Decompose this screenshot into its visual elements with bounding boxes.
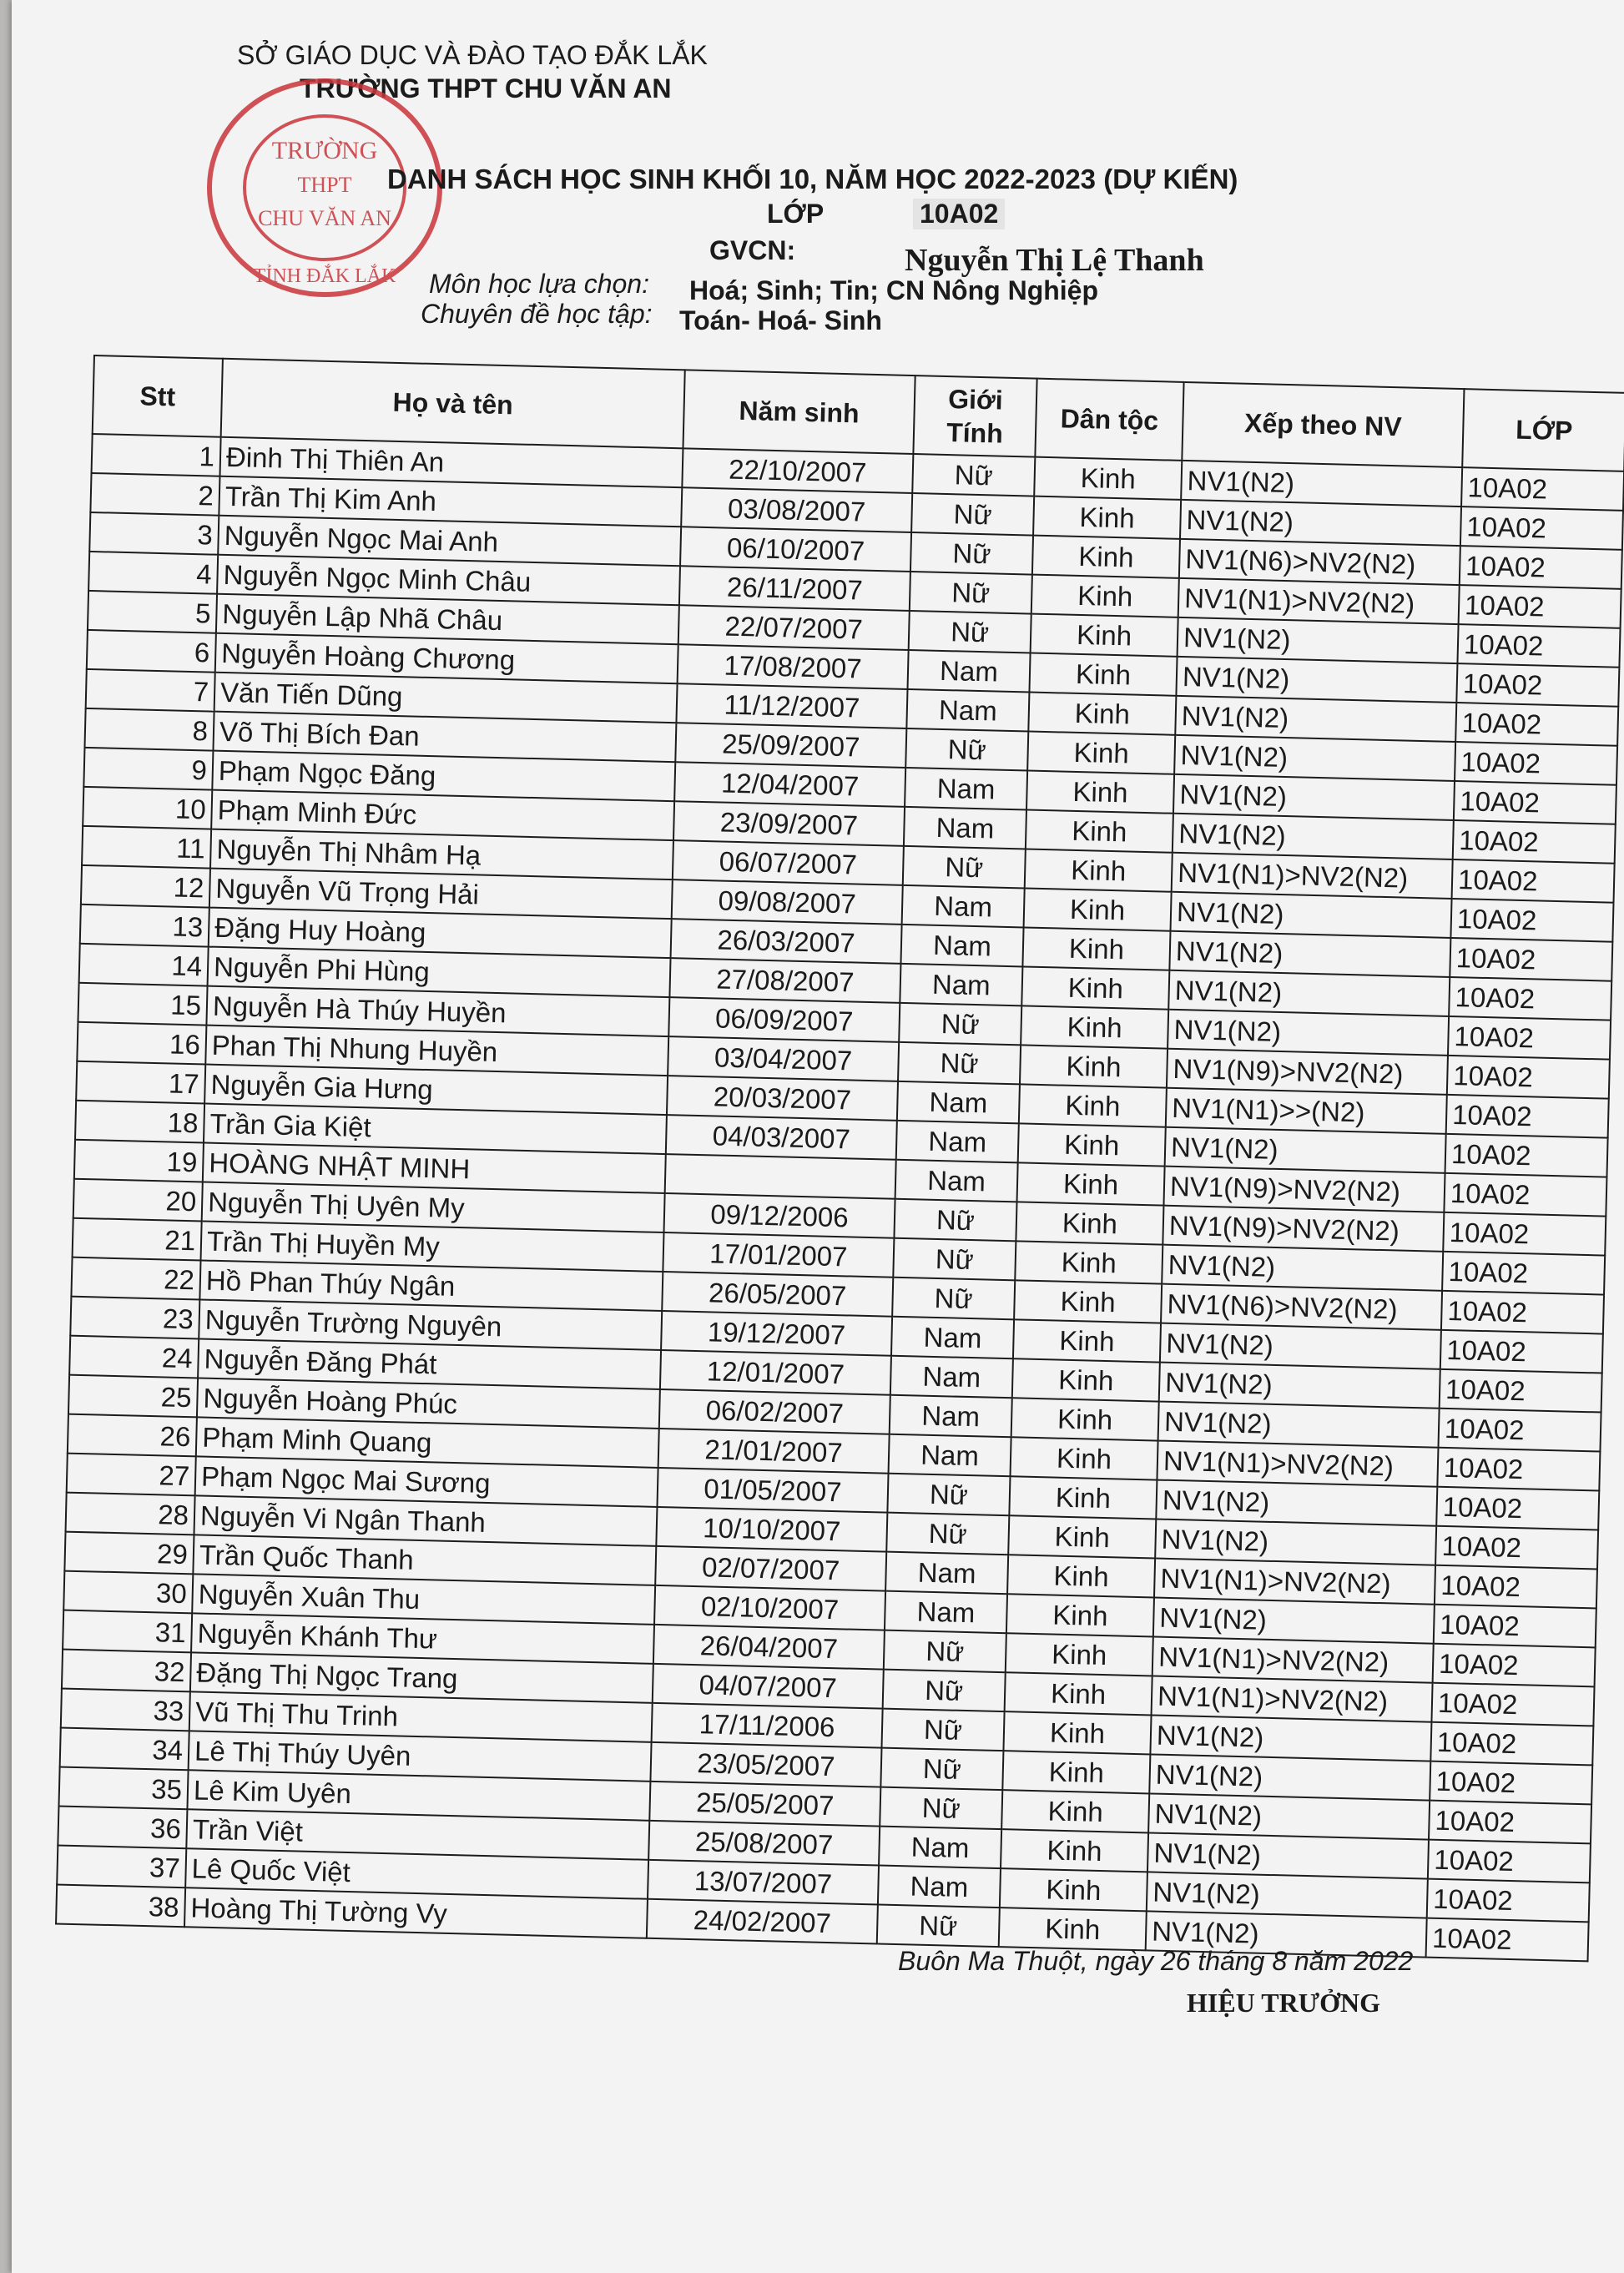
cell-dob: 11/12/2007 <box>676 683 907 728</box>
cell-stt: 2 <box>90 473 219 516</box>
cell-ethnicity: Kinh <box>1019 1084 1167 1126</box>
cell-gender: Nữ <box>910 572 1032 614</box>
cell-gender: Nam <box>878 1866 1001 1908</box>
cell-preference: NV1(N2) <box>1147 1832 1429 1878</box>
cell-preference: NV1(N2) <box>1168 970 1450 1016</box>
cell-ethnicity: Kinh <box>1003 1711 1151 1754</box>
cell-name: Nguyễn Ngọc Minh Châu <box>217 555 680 606</box>
cell-stt: 36 <box>58 1807 187 1849</box>
cell-preference: NV1(N1)>NV2(N2) <box>1152 1676 1433 1721</box>
cell-dob: 04/07/2007 <box>653 1664 884 1709</box>
cell-name: Hồ Phan Thúy Ngân <box>199 1260 663 1311</box>
cell-preference: NV1(N2) <box>1178 617 1459 663</box>
cell-stt: 12 <box>81 865 210 908</box>
cell-preference: NV1(N2) <box>1169 931 1450 977</box>
cell-dob: 06/10/2007 <box>680 527 911 572</box>
cell-class: 10A02 <box>1460 546 1622 589</box>
cell-gender: Nam <box>889 1434 1011 1477</box>
cell-class: 10A02 <box>1428 1840 1591 1883</box>
cell-class: 10A02 <box>1437 1448 1600 1491</box>
gvcn-value: Nguyễn Thị Lệ Thanh <box>905 243 1204 278</box>
cell-stt: 5 <box>88 591 217 633</box>
cell-gender: Nữ <box>899 1003 1021 1046</box>
cell-ethnicity: Kinh <box>1020 1045 1168 1087</box>
cell-gender: Nam <box>885 1591 1007 1634</box>
cell-ethnicity: Kinh <box>1033 496 1181 539</box>
cell-stt: 10 <box>83 787 212 829</box>
cell-ethnicity: Kinh <box>1024 888 1172 930</box>
cell-dob: 22/07/2007 <box>678 605 910 650</box>
cell-stt: 33 <box>61 1689 190 1731</box>
cell-dob: 02/10/2007 <box>654 1585 885 1630</box>
cell-ethnicity: Kinh <box>999 1908 1147 1950</box>
subjects-label: Môn học lựa chọn: <box>429 269 649 299</box>
cell-ethnicity: Kinh <box>1002 1751 1150 1793</box>
col-header-name: Họ và tên <box>221 359 685 449</box>
cell-name: Hoàng Thị Tường Vy <box>184 1887 648 1938</box>
cell-dob: 03/08/2007 <box>681 487 912 532</box>
cell-name: Trần Thị Huyền My <box>201 1221 664 1272</box>
cell-preference: NV1(N1)>NV2(N2) <box>1157 1441 1438 1487</box>
cell-class: 10A02 <box>1445 1134 1608 1177</box>
cell-ethnicity: Kinh <box>1021 966 1169 1009</box>
col-header-stt: Stt <box>93 355 223 437</box>
cell-name: Nguyễn Khánh Thư <box>191 1613 654 1664</box>
cell-class: 10A02 <box>1448 1016 1611 1060</box>
cell-class: 10A02 <box>1435 1526 1598 1570</box>
class-label: LỚP <box>767 199 825 229</box>
cell-dob: 03/04/2007 <box>668 1036 899 1081</box>
cell-name: Trần Thị Kim Anh <box>219 476 682 527</box>
cell-ethnicity: Kinh <box>1001 1790 1149 1832</box>
cell-name: Văn Tiến Dũng <box>214 673 678 723</box>
cell-stt: 34 <box>60 1728 189 1771</box>
cell-name: Nguyễn Gia Hưng <box>204 1065 668 1116</box>
cell-name: Vũ Thị Thu Trinh <box>189 1691 653 1742</box>
cell-dob: 21/01/2007 <box>658 1429 890 1474</box>
cell-dob: 13/07/2007 <box>648 1860 879 1905</box>
cell-ethnicity: Kinh <box>1025 849 1173 891</box>
cell-stt: 24 <box>69 1336 199 1378</box>
cell-preference: NV1(N2) <box>1175 696 1456 742</box>
cell-preference: NV1(N2) <box>1155 1520 1436 1565</box>
cell-stt: 37 <box>57 1845 186 1887</box>
roster-body <box>56 434 1624 1961</box>
cell-preference: NV1(N2) <box>1176 657 1457 703</box>
cell-name: Nguyễn Phi Hùng <box>208 947 671 998</box>
cell-class: 10A02 <box>1461 467 1624 511</box>
svg-text:THPT: THPT <box>297 173 352 197</box>
cell-name: Nguyễn Xuân Thu <box>192 1574 655 1625</box>
topics-value: Toán- Hoá- Sinh <box>679 305 882 335</box>
cell-dob: 24/02/2007 <box>647 1899 878 1944</box>
cell-class: 10A02 <box>1460 507 1623 550</box>
cell-preference: NV1(N2) <box>1153 1597 1435 1643</box>
cell-class: 10A02 <box>1438 1409 1601 1452</box>
cell-ethnicity: Kinh <box>1010 1437 1157 1479</box>
cell-dob: 23/05/2007 <box>650 1742 881 1787</box>
cell-ethnicity: Kinh <box>1034 457 1182 500</box>
cell-dob: 17/01/2007 <box>663 1232 894 1278</box>
cell-class: 10A02 <box>1446 1095 1609 1138</box>
cell-preference: NV1(N2) <box>1147 1872 1428 1918</box>
cell-preference: NV1(N2) <box>1150 1715 1431 1761</box>
cell-name: Nguyễn Hà Thúy Huyền <box>206 986 669 1037</box>
cell-dob: 06/02/2007 <box>659 1389 890 1434</box>
cell-stt: 30 <box>63 1571 193 1614</box>
cell-preference: NV1(N2) <box>1173 814 1454 859</box>
cell-stt: 8 <box>84 708 214 751</box>
cell-class: 10A02 <box>1449 977 1611 1021</box>
cell-dob: 09/08/2007 <box>672 879 903 925</box>
cell-gender: Nữ <box>912 454 1035 496</box>
cell-preference: NV1(N6)>NV2(N2) <box>1161 1284 1442 1330</box>
cell-gender: Nam <box>906 689 1029 732</box>
cell-preference: NV1(N2) <box>1168 1010 1449 1056</box>
cell-name: Nguyễn Hoàng Chương <box>215 633 678 684</box>
cell-preference: NV1(N1)>NV2(N2) <box>1154 1559 1435 1605</box>
col-header-preference: Xếp theo NV <box>1182 382 1464 467</box>
cell-stt: 32 <box>62 1650 191 1692</box>
cell-stt: 4 <box>88 552 218 594</box>
cell-ethnicity: Kinh <box>1006 1594 1154 1636</box>
cell-gender: Nữ <box>881 1709 1004 1751</box>
cell-name: Lê Quốc Việt <box>185 1848 648 1899</box>
cell-stt: 1 <box>92 434 221 476</box>
cell-class: 10A02 <box>1459 585 1621 628</box>
cell-ethnicity: Kinh <box>1018 1123 1166 1166</box>
cell-dob: 17/11/2006 <box>652 1703 883 1748</box>
cell-ethnicity: Kinh <box>1017 1162 1165 1205</box>
cell-stt: 7 <box>86 669 215 712</box>
cell-ethnicity: Kinh <box>1026 809 1173 852</box>
cell-ethnicity: Kinh <box>1028 693 1176 735</box>
cell-gender: Nữ <box>910 532 1033 575</box>
cell-ethnicity: Kinh <box>1031 614 1178 657</box>
cell-preference: NV1(N2) <box>1156 1480 1437 1526</box>
cell-stt: 3 <box>89 512 219 555</box>
cell-class: 10A02 <box>1447 1056 1610 1099</box>
cell-ethnicity: Kinh <box>1005 1672 1152 1715</box>
cell-ethnicity: Kinh <box>1015 1241 1163 1283</box>
cell-ethnicity: Kinh <box>1027 732 1175 774</box>
cell-stt: 15 <box>78 983 207 1026</box>
cell-dob: 17/08/2007 <box>678 644 909 689</box>
cell-preference: NV1(N9)>NV2(N2) <box>1163 1206 1444 1252</box>
cell-gender: Nữ <box>883 1670 1006 1712</box>
cell-dob: 26/03/2007 <box>671 919 902 964</box>
cell-name: Phạm Minh Đức <box>211 790 674 841</box>
cell-stt: 16 <box>77 1022 206 1065</box>
cell-dob: 20/03/2007 <box>667 1076 898 1121</box>
cell-stt: 22 <box>71 1257 200 1300</box>
cell-gender: Nam <box>879 1827 1001 1869</box>
cell-ethnicity: Kinh <box>1012 1358 1160 1401</box>
cell-ethnicity: Kinh <box>1031 575 1179 617</box>
cell-gender: Nữ <box>880 1787 1002 1830</box>
cell-preference: NV1(N1)>NV2(N2) <box>1178 578 1460 624</box>
cell-preference: NV1(N9)>NV2(N2) <box>1167 1049 1448 1095</box>
cell-preference: NV1(N2) <box>1148 1793 1430 1839</box>
student-roster-table <box>55 355 1624 1962</box>
cell-preference: NV1(N2) <box>1173 774 1455 820</box>
cell-preference: NV1(N2) <box>1162 1245 1443 1291</box>
cell-class: 10A02 <box>1426 1918 1589 1962</box>
cell-ethnicity: Kinh <box>1007 1555 1155 1597</box>
cell-gender: Nữ <box>894 1199 1016 1242</box>
cell-preference: NV1(N1)>>(N2) <box>1166 1088 1447 1134</box>
cell-preference: NV1(N2) <box>1171 892 1452 938</box>
cell-dob: 06/09/2007 <box>668 997 900 1042</box>
cell-ethnicity: Kinh <box>1001 1829 1148 1872</box>
cell-name: Nguyễn Lập Nhã Châu <box>216 594 679 645</box>
cell-gender: Nữ <box>892 1278 1015 1320</box>
svg-text:CHU VĂN AN: CHU VĂN AN <box>258 206 391 230</box>
cell-stt: 38 <box>56 1884 185 1927</box>
cell-name: Nguyễn Trường Nguyên <box>199 1299 662 1350</box>
cell-name: Nguyễn Vũ Trọng Hải <box>209 869 673 920</box>
cell-name: Phạm Ngọc Mai Sương <box>195 1456 658 1507</box>
cell-ethnicity: Kinh <box>1013 1319 1161 1362</box>
cell-class: 10A02 <box>1442 1252 1605 1295</box>
cell-gender: Nam <box>891 1317 1014 1359</box>
cell-class: 10A02 <box>1434 1605 1596 1648</box>
document-title: DANH SÁCH HỌC SINH KHỐI 10, NĂM HỌC 2022-2023 (DỰ KIẾN) <box>387 164 1238 194</box>
cell-gender: Nữ <box>884 1630 1006 1673</box>
cell-dob <box>665 1154 896 1199</box>
cell-dob: 26/04/2007 <box>653 1625 885 1670</box>
cell-preference: NV1(N2) <box>1159 1363 1440 1409</box>
cell-preference: NV1(N1)>NV2(N2) <box>1172 853 1453 899</box>
cell-gender: Nam <box>907 650 1030 693</box>
cell-class: 10A02 <box>1433 1644 1596 1687</box>
cell-gender: Nữ <box>909 611 1031 653</box>
cell-name: Trần Quốc Thanh <box>193 1535 656 1585</box>
cell-dob: 09/12/2006 <box>664 1193 895 1238</box>
cell-preference: NV1(N2) <box>1160 1323 1441 1369</box>
cell-gender: Nam <box>902 885 1025 928</box>
col-header-ethnicity: Dân tộc <box>1035 379 1183 461</box>
cell-name: Nguyễn Hoàng Phúc <box>197 1378 660 1429</box>
cell-gender: Nam <box>897 1081 1020 1124</box>
cell-stt: 6 <box>87 630 216 673</box>
cell-class: 10A02 <box>1444 1173 1606 1217</box>
cell-gender: Nữ <box>911 493 1034 536</box>
cell-class: 10A02 <box>1431 1683 1594 1726</box>
cell-dob: 01/05/2007 <box>657 1468 888 1513</box>
cell-gender: Nam <box>885 1552 1008 1595</box>
cell-stt: 18 <box>75 1101 204 1143</box>
cell-ethnicity: Kinh <box>1000 1868 1147 1911</box>
cell-gender: Nữ <box>905 728 1028 771</box>
cell-ethnicity: Kinh <box>1011 1398 1159 1440</box>
cell-stt: 20 <box>73 1179 203 1222</box>
cell-preference: NV1(N1)>NV2(N2) <box>1152 1636 1434 1682</box>
cell-stt: 35 <box>58 1767 188 1810</box>
gvcn-label: GVCN: <box>709 235 796 265</box>
cell-class: 10A02 <box>1440 1369 1602 1413</box>
svg-text:TỈNH ĐẮK LẮK: TỈNH ĐẮK LẮK <box>253 265 396 287</box>
cell-name: HOÀNG NHẬT MINH <box>203 1143 666 1194</box>
cell-name: Phạm Minh Quang <box>196 1417 659 1468</box>
cell-preference: NV1(N2) <box>1149 1754 1430 1800</box>
cell-class: 10A02 <box>1456 663 1619 707</box>
cell-name: Nguyễn Đăng Phát <box>198 1338 661 1389</box>
cell-stt: 27 <box>67 1454 196 1496</box>
cell-dob: 19/12/2007 <box>661 1311 892 1356</box>
cell-name: Võ Thị Bích Đan <box>213 712 676 763</box>
cell-gender: Nữ <box>887 1474 1010 1516</box>
cell-ethnicity: Kinh <box>1006 1633 1153 1676</box>
cell-dob: 06/07/2007 <box>673 840 904 885</box>
cell-dob: 02/07/2007 <box>655 1546 886 1591</box>
cell-gender: Nam <box>890 1356 1013 1399</box>
cell-stt: 26 <box>68 1414 197 1457</box>
cell-name: Nguyễn Vi Ngân Thanh <box>194 1495 657 1546</box>
subjects-value: Hoá; Sinh; Tin; CN Nông Nghiệp <box>689 275 1099 305</box>
cell-gender: Nữ <box>886 1513 1009 1555</box>
cell-class: 10A02 <box>1450 899 1613 942</box>
cell-stt: 17 <box>76 1061 205 1104</box>
cell-ethnicity: Kinh <box>1021 1005 1168 1048</box>
cell-class: 10A02 <box>1455 742 1617 785</box>
cell-stt: 25 <box>68 1375 198 1418</box>
cell-ethnicity: Kinh <box>1009 1476 1157 1519</box>
department-name: SỞ GIÁO DỤC VÀ ĐÀO TẠO ĐẮK LẮK <box>237 40 708 70</box>
cell-ethnicity: Kinh <box>1022 927 1170 970</box>
cell-dob: 26/11/2007 <box>679 566 910 611</box>
cell-class: 10A02 <box>1440 1330 1603 1373</box>
cell-dob: 10/10/2007 <box>656 1507 887 1552</box>
cell-dob: 23/09/2007 <box>673 801 905 846</box>
signer-title: HIỆU TRƯỞNG <box>1187 1988 1381 2018</box>
cell-name: Phạm Ngọc Đăng <box>212 751 675 802</box>
cell-name: Phan Thị Nhung Huyền <box>205 1026 668 1076</box>
cell-dob: 25/09/2007 <box>675 723 906 768</box>
cell-stt: 11 <box>82 826 211 869</box>
cell-dob: 25/08/2007 <box>648 1821 880 1866</box>
document-page <box>12 0 1624 2273</box>
cell-class: 10A02 <box>1430 1761 1592 1805</box>
cell-ethnicity: Kinh <box>1016 1202 1163 1244</box>
cell-stt: 31 <box>63 1610 192 1653</box>
cell-name: Nguyễn Thị Uyên My <box>202 1182 665 1232</box>
topics-label: Chuyên đề học tập: <box>421 299 653 329</box>
cell-class: 10A02 <box>1453 820 1616 864</box>
cell-ethnicity: Kinh <box>1029 653 1177 696</box>
cell-dob: 27/08/2007 <box>669 958 900 1003</box>
col-header-dob: Năm sinh <box>683 370 915 454</box>
cell-stt: 21 <box>73 1218 202 1261</box>
cell-name: Trần Việt <box>186 1809 649 1860</box>
cell-name: Đinh Thị Thiên An <box>219 437 683 488</box>
cell-gender: Nam <box>890 1395 1012 1438</box>
cell-class: 10A02 <box>1427 1879 1590 1923</box>
cell-class: 10A02 <box>1441 1291 1604 1334</box>
cell-stt: 13 <box>80 905 209 947</box>
cell-name: Lê Kim Uyên <box>187 1770 650 1821</box>
cell-preference: NV1(N2) <box>1180 500 1461 546</box>
cell-preference: NV1(N9)>NV2(N2) <box>1163 1167 1445 1212</box>
cell-preference: NV1(N2) <box>1165 1127 1446 1173</box>
cell-dob: 25/05/2007 <box>649 1782 880 1827</box>
cell-preference: NV1(N2) <box>1146 1911 1427 1957</box>
cell-ethnicity: Kinh <box>1008 1515 1156 1558</box>
cell-stt: 23 <box>70 1297 199 1339</box>
cell-stt: 14 <box>79 944 209 986</box>
cell-class: 10A02 <box>1452 859 1615 903</box>
cell-class: 10A02 <box>1450 938 1612 981</box>
cell-dob: 26/05/2007 <box>662 1272 893 1317</box>
cell-name: Lê Thị Thúy Uyên <box>189 1731 652 1782</box>
cell-ethnicity: Kinh <box>1032 536 1180 578</box>
cell-gender: Nam <box>895 1160 1018 1202</box>
svg-text:TRƯỜNG: TRƯỜNG <box>271 137 378 164</box>
cell-class: 10A02 <box>1435 1565 1597 1609</box>
cell-class: 10A02 <box>1443 1212 1606 1256</box>
cell-gender: Nữ <box>880 1748 1003 1791</box>
cell-name: Đặng Huy Hoàng <box>209 908 672 959</box>
cell-gender: Nam <box>900 964 1022 1006</box>
cell-dob: 12/01/2007 <box>660 1350 891 1395</box>
cell-gender: Nam <box>904 807 1026 849</box>
cell-stt: 29 <box>64 1532 194 1575</box>
cell-gender: Nữ <box>893 1238 1016 1281</box>
cell-gender: Nam <box>900 925 1023 967</box>
col-header-gender: Giới Tính <box>913 375 1036 457</box>
cell-dob: 04/03/2007 <box>666 1115 897 1160</box>
cell-stt: 19 <box>74 1140 204 1182</box>
cell-stt: 9 <box>83 748 213 790</box>
cell-name: Đặng Thị Ngọc Trang <box>190 1652 653 1703</box>
cell-ethnicity: Kinh <box>1014 1280 1162 1323</box>
cell-class: 10A02 <box>1454 781 1616 824</box>
school-name: TRƯỜNG THPT CHU VĂN AN <box>300 73 672 103</box>
cell-gender: Nữ <box>898 1042 1021 1085</box>
cell-gender: Nữ <box>903 846 1026 889</box>
cell-preference: NV1(N2) <box>1158 1402 1440 1448</box>
col-header-class: LỚP <box>1462 389 1624 471</box>
place-date: Buôn Ma Thuột, ngày 26 tháng 8 năm 2022 <box>898 1946 1414 1976</box>
cell-class: 10A02 <box>1457 624 1620 668</box>
cell-gender: Nam <box>905 768 1027 810</box>
cell-preference: NV1(N2) <box>1181 461 1462 507</box>
cell-class: 10A02 <box>1430 1722 1593 1766</box>
cell-ethnicity: Kinh <box>1026 770 1174 813</box>
cell-stt: 28 <box>66 1493 195 1535</box>
cell-name: Nguyễn Ngọc Mai Anh <box>218 516 681 567</box>
cell-gender: Nam <box>896 1121 1019 1163</box>
cell-class: 10A02 <box>1436 1487 1599 1530</box>
class-value: 10A02 <box>913 199 1005 229</box>
cell-class: 10A02 <box>1429 1801 1591 1844</box>
cell-gender: Nữ <box>877 1905 1000 1948</box>
cell-dob: 22/10/2007 <box>682 448 913 493</box>
cell-preference: NV1(N6)>NV2(N2) <box>1179 539 1460 585</box>
cell-dob: 12/04/2007 <box>674 762 905 807</box>
cell-name: Trần Gia Kiệt <box>204 1104 667 1155</box>
cell-name: Nguyễn Thị Nhâm Hạ <box>210 829 673 880</box>
cell-preference: NV1(N2) <box>1174 735 1455 781</box>
cell-class: 10A02 <box>1455 703 1618 746</box>
